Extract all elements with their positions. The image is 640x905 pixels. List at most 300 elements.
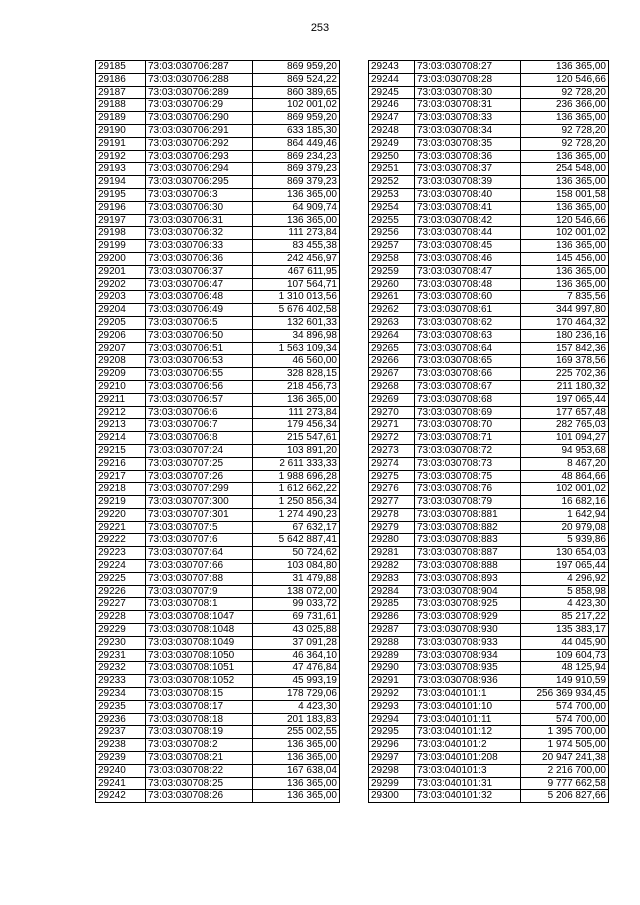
row-number: 29254 [369,201,415,214]
cadastral-number: 73:03:030706:51 [146,342,253,355]
cadastral-number: 73:03:030708:79 [415,496,521,509]
row-number: 29272 [369,432,415,445]
cadastral-number: 73:03:030708:935 [415,662,521,675]
row-number: 29271 [369,419,415,432]
row-number: 29240 [96,764,146,777]
row-number: 29192 [96,150,146,163]
row-number: 29229 [96,624,146,637]
row-number: 29195 [96,188,146,201]
row-number: 29278 [369,508,415,521]
table-row [96,163,340,176]
cadastral-number: 73:03:030708:64 [415,342,521,355]
table-row [96,624,340,637]
row-number: 29275 [369,470,415,483]
cadastral-number: 73:03:030708:1050 [146,649,253,662]
cadastral-value: 574 700,00 [521,700,609,713]
table-row [369,700,609,713]
cadastral-number: 73:03:030706:5 [146,316,253,329]
table-row [369,329,609,342]
table-row [369,752,609,765]
cadastral-number: 73:03:030706:32 [146,227,253,240]
cadastral-value: 149 910,59 [521,675,609,688]
cadastral-number: 73:03:030707:299 [146,483,253,496]
row-number: 29226 [96,585,146,598]
table-row [96,611,340,624]
cadastral-number: 73:03:040101:208 [415,752,521,765]
table-row [96,214,340,227]
cadastral-value: 136 365,00 [521,265,609,278]
cadastral-value: 254 548,00 [521,163,609,176]
table-row [369,598,609,611]
row-number: 29222 [96,534,146,547]
row-number: 29235 [96,700,146,713]
cadastral-number: 73:03:040101:10 [415,700,521,713]
cadastral-value: 236 366,00 [521,99,609,112]
table-row [369,342,609,355]
table-row [369,777,609,790]
table-row [369,636,609,649]
cadastral-number: 73:03:030708:1047 [146,611,253,624]
table-row [369,150,609,163]
cadastral-value: 167 638,04 [253,764,340,777]
cadastral-value: 136 365,00 [253,790,340,803]
cadastral-value: 574 700,00 [521,713,609,726]
cadastral-value: 1 274 490,23 [253,508,340,521]
cadastral-number: 73:03:030707:66 [146,560,253,573]
table-row [369,201,609,214]
table-row [369,649,609,662]
cadastral-number: 73:03:030708:31 [415,99,521,112]
cadastral-value: 136 365,00 [253,739,340,752]
row-number: 29295 [369,726,415,739]
cadastral-value: 94 953,68 [521,444,609,457]
cadastral-number: 73:03:030708:36 [415,150,521,163]
cadastral-number: 73:03:030708:41 [415,201,521,214]
cadastral-number: 73:03:030706:293 [146,150,253,163]
table-row [369,265,609,278]
cadastral-value: 177 657,48 [521,406,609,419]
row-number: 29215 [96,444,146,457]
cadastral-number: 73:03:030708:34 [415,124,521,137]
cadastral-value: 225 702,36 [521,368,609,381]
cadastral-number: 73:03:030708:66 [415,368,521,381]
cadastral-number: 73:03:030708:39 [415,176,521,189]
cadastral-number: 73:03:030708:15 [146,688,253,701]
cadastral-number: 73:03:030708:35 [415,137,521,150]
row-number: 29223 [96,547,146,560]
table-row [369,483,609,496]
cadastral-value: 179 456,34 [253,419,340,432]
row-number: 29199 [96,240,146,253]
cadastral-number: 73:03:030706:3 [146,188,253,201]
cadastral-number: 73:03:030708:1049 [146,636,253,649]
cadastral-number: 73:03:030708:48 [415,278,521,291]
cadastral-value: 136 365,00 [253,777,340,790]
row-number: 29191 [96,137,146,150]
row-number: 29289 [369,649,415,662]
row-number: 29279 [369,521,415,534]
cadastral-number: 73:03:030706:33 [146,240,253,253]
cadastral-number: 73:03:030706:36 [146,252,253,265]
cadastral-number: 73:03:030706:290 [146,112,253,125]
row-number: 29266 [369,355,415,368]
cadastral-value: 111 273,84 [253,406,340,419]
table-row [369,124,609,137]
table-row [369,73,609,86]
cadastral-number: 73:03:030706:288 [146,73,253,86]
table-row [96,278,340,291]
cadastral-number: 73:03:040101:32 [415,790,521,803]
table-row [369,355,609,368]
cadastral-number: 73:03:030708:934 [415,649,521,662]
cadastral-value: 178 729,06 [253,688,340,701]
cadastral-number: 73:03:030708:45 [415,240,521,253]
row-number: 29221 [96,521,146,534]
row-number: 29194 [96,176,146,189]
table-row [96,265,340,278]
cadastral-value: 20 979,08 [521,521,609,534]
cadastral-value: 197 065,44 [521,393,609,406]
cadastral-value: 211 180,32 [521,380,609,393]
table-row [96,419,340,432]
table-row [96,790,340,803]
cadastral-value: 109 604,73 [521,649,609,662]
row-number: 29299 [369,777,415,790]
row-number: 29218 [96,483,146,496]
row-number: 29231 [96,649,146,662]
cadastral-number: 73:03:030708:26 [146,790,253,803]
table-row [96,726,340,739]
cadastral-number: 73:03:030708:2 [146,739,253,752]
table-row [369,214,609,227]
cadastral-number: 73:03:030708:881 [415,508,521,521]
table-row [369,662,609,675]
row-number: 29293 [369,700,415,713]
row-number: 29257 [369,240,415,253]
cadastral-value: 633 185,30 [253,124,340,137]
cadastral-value: 5 206 827,66 [521,790,609,803]
table-row [96,137,340,150]
row-number: 29206 [96,329,146,342]
cadastral-number: 73:03:030706:294 [146,163,253,176]
cadastral-value: 7 835,56 [521,291,609,304]
cadastral-number: 73:03:030708:71 [415,432,521,445]
table-row [96,739,340,752]
cadastral-value: 1 974 505,00 [521,739,609,752]
cadastral-value: 46 364,10 [253,649,340,662]
row-number: 29285 [369,598,415,611]
table-row [369,675,609,688]
cadastral-number: 73:03:030708:936 [415,675,521,688]
table-row [96,150,340,163]
cadastral-number: 73:03:030707:6 [146,534,253,547]
row-number: 29300 [369,790,415,803]
cadastral-value: 136 365,00 [521,61,609,74]
table-row [369,304,609,317]
cadastral-value: 8 467,20 [521,457,609,470]
cadastral-value: 218 456,73 [253,380,340,393]
cadastral-value: 16 682,16 [521,496,609,509]
row-number: 29236 [96,713,146,726]
cadastral-number: 73:03:030707:64 [146,547,253,560]
cadastral-number: 73:03:030706:6 [146,406,253,419]
cadastral-number: 73:03:030708:933 [415,636,521,649]
row-number: 29284 [369,585,415,598]
row-number: 29201 [96,265,146,278]
page-number: 253 [310,22,330,34]
cadastral-number: 73:03:030708:65 [415,355,521,368]
cadastral-value: 136 365,00 [521,150,609,163]
table-row [369,764,609,777]
row-number: 29209 [96,368,146,381]
cadastral-number: 73:03:030708:47 [415,265,521,278]
row-number: 29286 [369,611,415,624]
cadastral-value: 135 383,17 [521,624,609,637]
row-number: 29239 [96,752,146,765]
cadastral-number: 73:03:030706:7 [146,419,253,432]
cadastral-value: 48 864,66 [521,470,609,483]
cadastral-value: 860 389,65 [253,86,340,99]
table-row [369,713,609,726]
cadastral-value: 9 777 662,58 [521,777,609,790]
table-row [96,521,340,534]
row-number: 29234 [96,688,146,701]
table-row [369,291,609,304]
row-number: 29219 [96,496,146,509]
table-row [96,188,340,201]
cadastral-value: 197 065,44 [521,560,609,573]
cadastral-value: 103 084,80 [253,560,340,573]
cadastral-number: 73:03:030708:904 [415,585,521,598]
table-row [369,227,609,240]
row-number: 29259 [369,265,415,278]
cadastral-value: 136 365,00 [521,240,609,253]
row-number: 29224 [96,560,146,573]
cadastral-number: 73:03:030706:37 [146,265,253,278]
row-number: 29283 [369,572,415,585]
cadastral-number: 73:03:030706:48 [146,291,253,304]
cadastral-value: 4 423,30 [521,598,609,611]
table-row [369,316,609,329]
cadastral-number: 73:03:030706:295 [146,176,253,189]
table-row [96,675,340,688]
row-number: 29185 [96,61,146,74]
cadastral-number: 73:03:030708:37 [415,163,521,176]
cadastral-value: 1 310 013,56 [253,291,340,304]
row-number: 29249 [369,137,415,150]
cadastral-value: 120 546,66 [521,214,609,227]
table-row [96,201,340,214]
cadastral-value: 34 896,98 [253,329,340,342]
cadastral-value: 158 001,58 [521,188,609,201]
cadastral-number: 73:03:030708:929 [415,611,521,624]
cadastral-number: 73:03:030708:69 [415,406,521,419]
cadastral-value: 83 455,38 [253,240,340,253]
row-number: 29292 [369,688,415,701]
cadastral-value: 5 939,86 [521,534,609,547]
table-row [96,444,340,457]
cadastral-value: 467 611,95 [253,265,340,278]
cadastral-number: 73:03:040101:2 [415,739,521,752]
row-number: 29264 [369,329,415,342]
row-number: 29294 [369,713,415,726]
cadastral-number: 73:03:030708:19 [146,726,253,739]
cadastral-value: 255 002,55 [253,726,340,739]
cadastral-number: 73:03:030708:33 [415,112,521,125]
table-row [369,624,609,637]
cadastral-value: 215 547,61 [253,432,340,445]
table-row [96,764,340,777]
cadastral-value: 136 365,00 [521,176,609,189]
table-row [96,291,340,304]
table-row [96,636,340,649]
cadastral-value: 43 025,88 [253,624,340,637]
cadastral-value: 169 378,56 [521,355,609,368]
cadastral-number: 73:03:030708:67 [415,380,521,393]
cadastral-number: 73:03:030708:1048 [146,624,253,637]
row-number: 29274 [369,457,415,470]
cadastral-value: 869 524,22 [253,73,340,86]
cadastral-number: 73:03:030708:882 [415,521,521,534]
cadastral-number: 73:03:030708:930 [415,624,521,637]
table-row [369,470,609,483]
table-row [369,278,609,291]
table-body-right [369,61,609,803]
table-row [96,240,340,253]
table-row [369,393,609,406]
row-number: 29232 [96,662,146,675]
cadastral-value: 4 296,92 [521,572,609,585]
cadastral-value: 157 842,36 [521,342,609,355]
row-number: 29212 [96,406,146,419]
cadastral-number: 73:03:030708:68 [415,393,521,406]
table-row [96,662,340,675]
table-row [369,534,609,547]
row-number: 29200 [96,252,146,265]
row-number: 29198 [96,227,146,240]
cadastral-value: 138 072,00 [253,585,340,598]
table-row [96,380,340,393]
row-number: 29269 [369,393,415,406]
table-row [96,393,340,406]
row-number: 29268 [369,380,415,393]
cadastral-number: 73:03:030708:75 [415,470,521,483]
table-row [96,86,340,99]
table-row [96,547,340,560]
cadastral-value: 864 449,46 [253,137,340,150]
cadastral-number: 73:03:030708:63 [415,329,521,342]
table-row [369,112,609,125]
table-row [369,790,609,803]
row-number: 29197 [96,214,146,227]
row-number: 29258 [369,252,415,265]
cadastral-value: 1 395 700,00 [521,726,609,739]
table-row [96,176,340,189]
row-number: 29252 [369,176,415,189]
table-row [96,483,340,496]
table-body-left [96,61,340,803]
row-number: 29281 [369,547,415,560]
cadastral-value: 344 997,80 [521,304,609,317]
table-row [369,572,609,585]
cadastral-number: 73:03:030706:53 [146,355,253,368]
cadastral-number: 73:03:030708:28 [415,73,521,86]
table-row [369,560,609,573]
cadastral-value: 136 365,00 [253,752,340,765]
row-number: 29230 [96,636,146,649]
cadastral-number: 73:03:030707:25 [146,457,253,470]
cadastral-number: 73:03:030708:40 [415,188,521,201]
row-number: 29208 [96,355,146,368]
row-number: 29216 [96,457,146,470]
row-number: 29245 [369,86,415,99]
row-number: 29263 [369,316,415,329]
table-row [369,368,609,381]
row-number: 29242 [96,790,146,803]
cadastral-value: 92 728,20 [521,86,609,99]
cadastral-number: 73:03:030708:1052 [146,675,253,688]
row-number: 29267 [369,368,415,381]
row-number: 29256 [369,227,415,240]
cadastral-number: 73:03:030708:888 [415,560,521,573]
cadastral-value: 5 676 402,58 [253,304,340,317]
cadastral-value: 170 464,32 [521,316,609,329]
cadastral-number: 73:03:040101:3 [415,764,521,777]
table-row [369,406,609,419]
table-row [369,176,609,189]
table-row [369,163,609,176]
cadastral-value: 92 728,20 [521,124,609,137]
table-row [96,496,340,509]
cadastral-number: 73:03:030708:18 [146,713,253,726]
cadastral-value: 328 828,15 [253,368,340,381]
cadastral-value: 107 564,71 [253,278,340,291]
table-row [369,457,609,470]
table-row [96,534,340,547]
table-row [369,521,609,534]
cadastral-value: 120 546,66 [521,73,609,86]
cadastral-number: 73:03:030708:887 [415,547,521,560]
row-number: 29253 [369,188,415,201]
cadastral-number: 73:03:030708:30 [415,86,521,99]
table-row [96,470,340,483]
table-row [96,227,340,240]
cadastral-value: 130 654,03 [521,547,609,560]
cadastral-value: 5 642 887,41 [253,534,340,547]
cadastral-number: 73:03:030708:925 [415,598,521,611]
row-number: 29237 [96,726,146,739]
cadastral-value: 20 947 241,38 [521,752,609,765]
cadastral-value: 282 765,03 [521,419,609,432]
row-number: 29241 [96,777,146,790]
cadastral-number: 73:03:030708:72 [415,444,521,457]
row-number: 29265 [369,342,415,355]
cadastral-table-right [368,60,609,803]
row-number: 29251 [369,163,415,176]
cadastral-value: 102 001,02 [521,227,609,240]
row-number: 29196 [96,201,146,214]
cadastral-number: 73:03:030708:62 [415,316,521,329]
cadastral-value: 136 365,00 [253,214,340,227]
cadastral-number: 73:03:030706:57 [146,393,253,406]
table-row [96,688,340,701]
cadastral-number: 73:03:030708:21 [146,752,253,765]
cadastral-number: 73:03:030706:55 [146,368,253,381]
row-number: 29238 [96,739,146,752]
row-number: 29213 [96,419,146,432]
cadastral-value: 136 365,00 [521,112,609,125]
cadastral-number: 73:03:030706:56 [146,380,253,393]
